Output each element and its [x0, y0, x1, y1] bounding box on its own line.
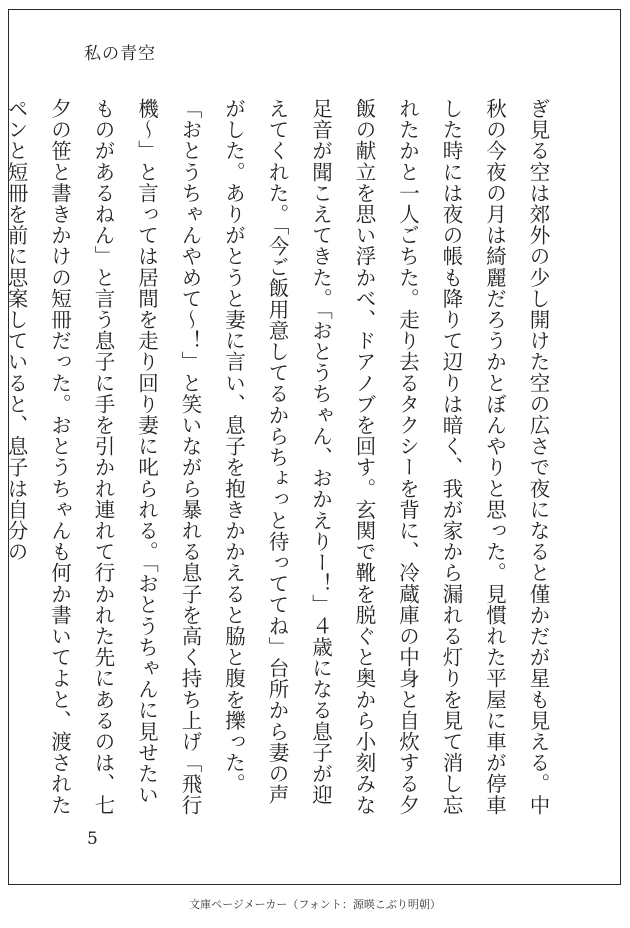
- footer-caption: 文庫ページメーカー（フォント：源暎こぶり明朝）: [189, 898, 441, 911]
- page-number: 5: [87, 829, 98, 849]
- vertical-body-text: ぎ見る空は郊外の少し開けた空の広さで夜になると僅かだが星も見える。中秋の今夜の月は綺麗だろうかとぼんやりと思った。見慣れた平屋に車が停車した時には夜の帳も降りて辺りは暗く、我が家から漏れる灯りを見て消し忘れたかと一人ごちた。走り去るタクシーを背に、冷蔵庫の中身と自炊する夕飯の献立を思い浮かべ、ドアノブを回す。玄関で靴を脱ぐと奥から小刻みな足音が聞こえてきた。「おとうちゃん、おかえりー！」４歳になる息子が迎えてくれた。「今ご飯用意してるからちょっと待っててね」台所から妻の声がした。ありがとうと妻に言い、息子を抱きかかえると脇と腹を擽った。「おとうちゃんやめて～！」と笑いながら暴れる息子を高く持ち上げ「飛行機～」と言っては居間を走り回り妻に叱られる。「おとうちゃんに見せたいものがあるねん」と言う息子に手を引かれ連れて行かれた先にあるのは、七夕の笹と書きかけの短冊だった。おとうちゃんも何か書いてよと、渡されたペンと短冊を前に思案していると、息子は自分の: [4, 98, 550, 816]
- page-title: 私の青空: [84, 44, 156, 64]
- book-page: [4, 9, 621, 885]
